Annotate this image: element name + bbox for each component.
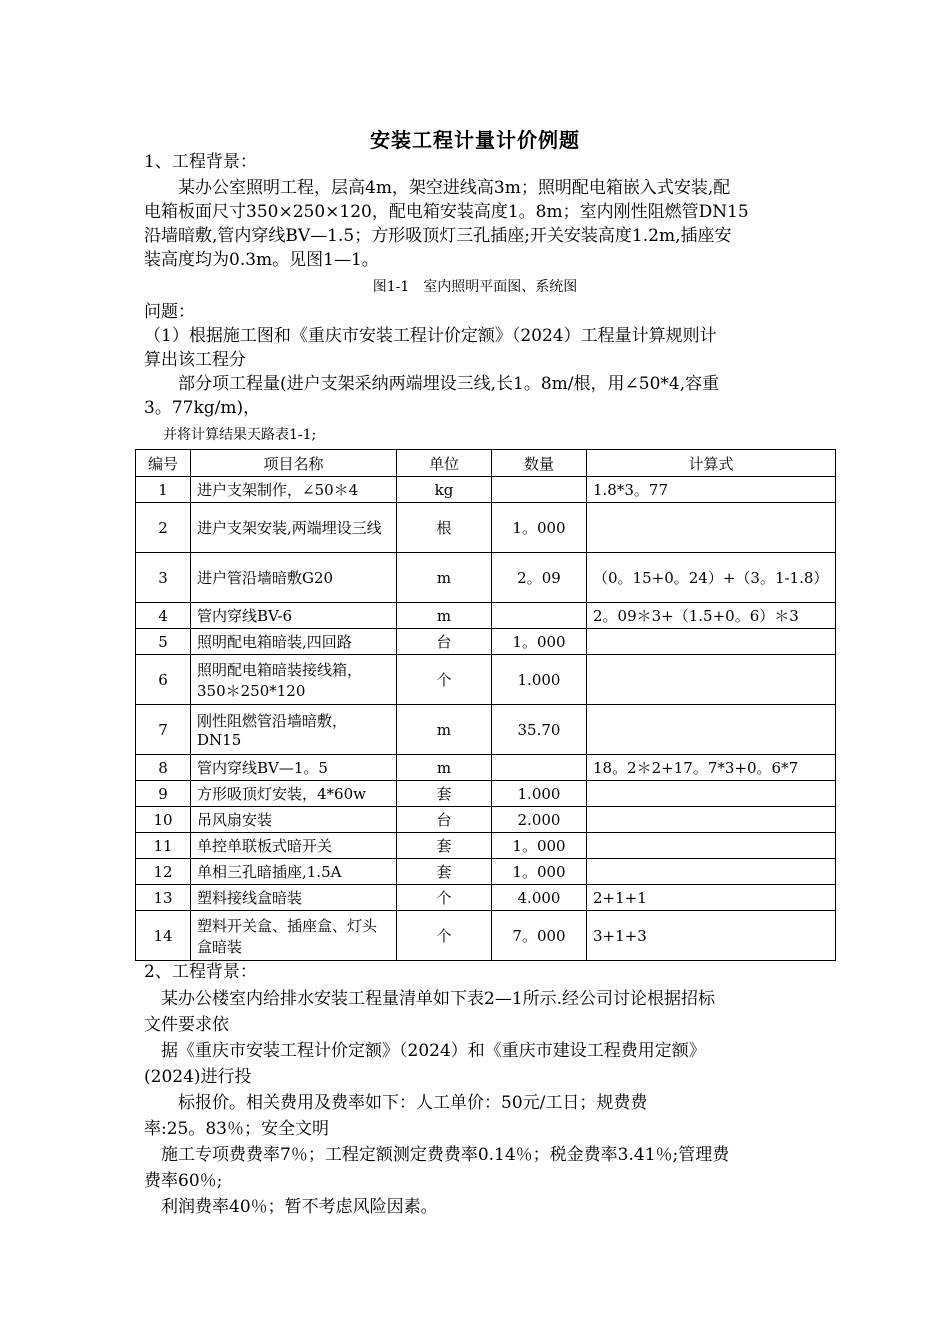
table-row <box>136 553 836 603</box>
cell-unit: 个 <box>397 885 492 911</box>
cell-no: 14 <box>136 911 191 961</box>
quantity-table <box>135 449 836 961</box>
cell-qty: 35.70 <box>492 705 587 755</box>
cell-unit: 台 <box>397 629 492 655</box>
header-qty: 数量 <box>492 450 587 477</box>
cell-qty <box>492 755 587 781</box>
cell-calc: 2+1+1 <box>587 885 836 911</box>
question-label: 问题： <box>144 302 195 322</box>
body-line: 文件要求依 <box>144 1015 229 1035</box>
body-line: 施工专项费费率7％；工程定额测定费费率0.14％；税金费率3.41％;管理费 <box>144 1145 730 1165</box>
body-line: 标报价。相关费用及费率如下：人工单价：50元/工日；规费费 <box>144 1093 648 1113</box>
cell-name: 塑料接线盒暗装 <box>191 885 397 911</box>
cell-qty: 1。000 <box>492 833 587 859</box>
cell-calc: 1.8*3。77 <box>587 477 836 503</box>
cell-unit: kg <box>397 477 492 503</box>
cell-no: 3 <box>136 553 191 603</box>
body-line: 电箱板面尺寸350×250×120，配电箱安装高度1。8m；室内刚性阻燃管DN15 <box>144 202 749 222</box>
table-row <box>136 705 836 755</box>
cell-no: 13 <box>136 885 191 911</box>
header-calc: 计算式 <box>587 450 836 477</box>
cell-calc: 3+1+3 <box>587 911 836 961</box>
cell-qty: 2。09 <box>492 553 587 603</box>
table-row <box>136 781 836 807</box>
cell-calc <box>587 503 836 553</box>
table-row <box>136 859 836 885</box>
cell-unit: 台 <box>397 807 492 833</box>
table-note: 并将计算结果天路表1-1; <box>163 427 317 443</box>
cell-unit: 套 <box>397 859 492 885</box>
cell-name: 管内穿线BV-6 <box>191 603 397 629</box>
page-title: 安装工程计量计价例题 <box>370 128 580 152</box>
section-2-body <box>144 986 814 1220</box>
cell-qty: 4.000 <box>492 885 587 911</box>
section-2-heading: 2、工程背景： <box>144 962 257 982</box>
table-row <box>136 503 836 553</box>
cell-calc: 2。09＊3+（1.5+0。6）＊3 <box>587 603 836 629</box>
cell-calc <box>587 781 836 807</box>
cell-no: 6 <box>136 655 191 705</box>
cell-no: 4 <box>136 603 191 629</box>
cell-name: 单相三孔暗插座,1.5A <box>191 859 397 885</box>
table-row <box>136 911 836 961</box>
table-header-row <box>136 450 836 477</box>
table-row <box>136 603 836 629</box>
cell-unit: 套 <box>397 833 492 859</box>
cell-unit: m <box>397 553 492 603</box>
cell-calc <box>587 859 836 885</box>
cell-calc <box>587 705 836 755</box>
body-line: (2024)进行投 <box>144 1067 252 1087</box>
cell-unit: 个 <box>397 911 492 961</box>
cell-calc <box>587 629 836 655</box>
table-row <box>136 755 836 781</box>
cell-unit: m <box>397 705 492 755</box>
cell-name: 照明配电箱暗装接线箱，350＊250*120 <box>191 655 397 705</box>
cell-unit: 个 <box>397 655 492 705</box>
cell-name: 进户支架制作，∠50＊4 <box>191 477 397 503</box>
header-name: 项目名称 <box>191 450 397 477</box>
cell-no: 5 <box>136 629 191 655</box>
question-line: 算出该工程分 <box>144 350 246 370</box>
cell-calc <box>587 833 836 859</box>
cell-calc <box>587 655 836 705</box>
body-line: 利润费率40％；暂不考虑风险因素。 <box>144 1197 438 1217</box>
cell-name: 单控单联板式暗开关 <box>191 833 397 859</box>
header-unit: 单位 <box>397 450 492 477</box>
body-line: 某办公室照明工程，层高4m，架空进线高3m；照明配电箱嵌入式安装,配 <box>144 178 731 198</box>
cell-qty <box>492 603 587 629</box>
cell-calc <box>587 807 836 833</box>
section-1-body <box>144 176 814 272</box>
cell-calc: 18。2＊2+17。7*3+0。6*7 <box>587 755 836 781</box>
table-body <box>136 477 836 961</box>
question-line: （1）根据施工图和《重庆市安装工程计价定额》（2024）工程量计算规则计 <box>144 326 717 346</box>
cell-qty: 1。000 <box>492 503 587 553</box>
cell-name: 塑料开关盒、插座盒、灯头盒暗装 <box>191 911 397 961</box>
section-1-heading: 1、工程背景： <box>144 152 257 172</box>
cell-name: 照明配电箱暗装,四回路 <box>191 629 397 655</box>
question-line: 部分项工程量(进户支架采纳两端埋设三线,长1。8m/根，用∠50*4,容重 <box>144 374 720 394</box>
body-line: 率:25。83％；安全文明 <box>144 1119 329 1139</box>
cell-no: 12 <box>136 859 191 885</box>
cell-name: 进户支架安装,两端埋设三线 <box>191 503 397 553</box>
body-line: 装高度均为0.3m。见图1—1。 <box>144 250 379 270</box>
body-line: 沿墙暗敷,管内穿线BV—1.5；方形吸顶灯三孔插座;开关安装高度1.2m,插座安 <box>144 226 732 246</box>
cell-qty: 2.000 <box>492 807 587 833</box>
question-body <box>144 324 814 420</box>
cell-name: 吊风扇安装 <box>191 807 397 833</box>
cell-qty: 1.000 <box>492 655 587 705</box>
table-row <box>136 477 836 503</box>
cell-qty: 1.000 <box>492 781 587 807</box>
cell-no: 8 <box>136 755 191 781</box>
cell-no: 1 <box>136 477 191 503</box>
cell-name: 管内穿线BV—1。5 <box>191 755 397 781</box>
cell-name: 进户管沿墙暗敷G20 <box>191 553 397 603</box>
cell-qty: 1。000 <box>492 629 587 655</box>
cell-no: 10 <box>136 807 191 833</box>
cell-no: 7 <box>136 705 191 755</box>
table-row <box>136 807 836 833</box>
cell-no: 9 <box>136 781 191 807</box>
figure-caption: 图1-1 室内照明平面图、系统图 <box>372 279 578 295</box>
table-row <box>136 833 836 859</box>
table-row <box>136 655 836 705</box>
cell-name: 刚性阻燃管沿墙暗敷，DN15 <box>191 705 397 755</box>
cell-unit: 套 <box>397 781 492 807</box>
cell-qty <box>492 477 587 503</box>
cell-calc: （0。15+0。24）+（3。1-1.8） <box>587 553 836 603</box>
body-line: 某办公楼室内给排水安装工程量清单如下表2—1所示.经公司讨论根据招标 <box>144 989 716 1009</box>
table-row <box>136 885 836 911</box>
cell-unit: m <box>397 603 492 629</box>
body-line: 费率60％; <box>144 1171 223 1191</box>
table-row <box>136 629 836 655</box>
cell-no: 2 <box>136 503 191 553</box>
question-line: 3。77kg/m)， <box>144 398 261 418</box>
cell-no: 11 <box>136 833 191 859</box>
cell-qty: 7。000 <box>492 911 587 961</box>
cell-unit: 根 <box>397 503 492 553</box>
cell-qty: 1。000 <box>492 859 587 885</box>
header-no: 编号 <box>136 450 191 477</box>
cell-unit: m <box>397 755 492 781</box>
body-line: 据《重庆市安装工程计价定额》（2024）和《重庆市建设工程费用定额》 <box>144 1041 706 1061</box>
cell-name: 方形吸顶灯安装，4*60w <box>191 781 397 807</box>
